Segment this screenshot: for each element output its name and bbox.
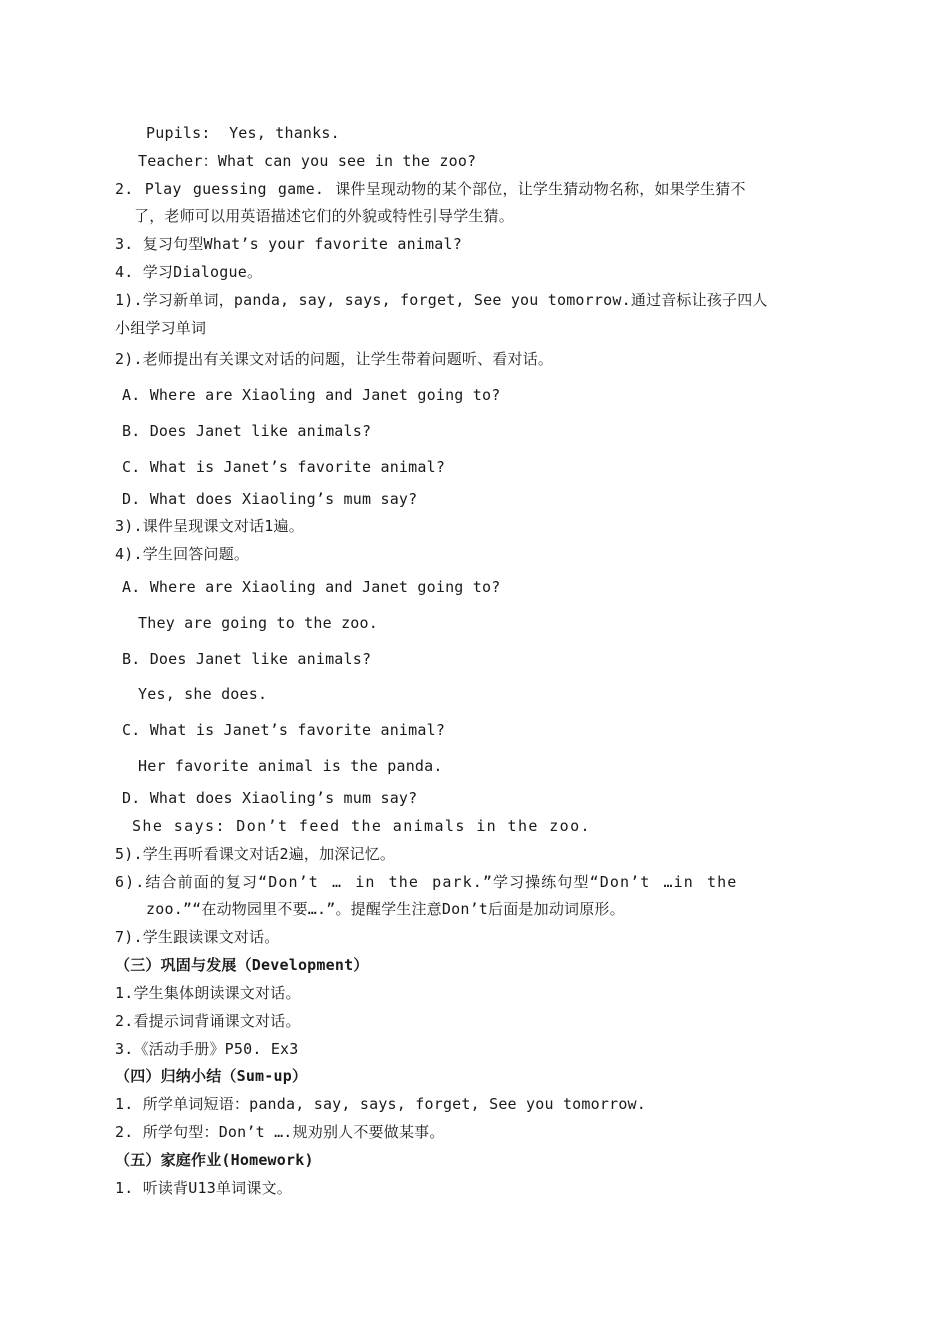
text-line: 2. 所学句型：Don’t ….规劝别人不要做某事。 bbox=[115, 1123, 445, 1141]
text-line: 7).学生跟读课文对话。 bbox=[115, 928, 280, 946]
text-line: Teacher：What can you see in the zoo? bbox=[138, 152, 477, 170]
text-line: 1. 听读背U13单词课文。 bbox=[115, 1179, 292, 1197]
text-line: C. What is Janet’s favorite animal? bbox=[122, 458, 446, 476]
text-line: Pupils: Yes, thanks. bbox=[146, 124, 340, 142]
section-heading: （四）归纳小结（Sum-up） bbox=[115, 1067, 308, 1085]
text-line: 2.看提示词背诵课文对话。 bbox=[115, 1012, 301, 1030]
text-line: 1. 所学单词短语：panda, say, says, forget, See you tomorrow. bbox=[115, 1095, 647, 1113]
section-heading: （三）巩固与发展（Development） bbox=[115, 956, 369, 974]
text-line: A. Where are Xiaoling and Janet going to? bbox=[122, 578, 501, 596]
text-line: 5).学生再听看课文对话2遍，加深记忆。 bbox=[115, 845, 396, 863]
text-line: 2).老师提出有关课文对话的问题，让学生带着问题听、看对话。 bbox=[115, 350, 554, 368]
section-heading: （五）家庭作业(Homework) bbox=[115, 1151, 314, 1169]
text-line: 1.学生集体朗读课文对话。 bbox=[115, 984, 301, 1002]
text-line: Her favorite animal is the panda. bbox=[138, 757, 443, 775]
text-line: She says: Don’t feed the animals in the zoo. bbox=[132, 817, 591, 835]
text-line: 3.《活动手册》P50. Ex3 bbox=[115, 1040, 299, 1058]
text-line: 小组学习单词 bbox=[115, 319, 207, 337]
text-line: zoo.”“在动物园里不要….”。提醒学生注意Don’t后面是加动词原形。 bbox=[146, 900, 625, 918]
text-line: 3. 复习句型What’s your favorite animal? bbox=[115, 235, 462, 253]
text-line: 4).学生回答问题。 bbox=[115, 545, 250, 563]
text-line: 1).学习新单词，panda, say, says, forget, See you tomorrow.通过音标让孩子四人 bbox=[115, 291, 768, 309]
text-line: They are going to the zoo. bbox=[138, 614, 378, 632]
text-line: D. What does Xiaoling’s mum say? bbox=[122, 789, 418, 807]
text-line: C. What is Janet’s favorite animal? bbox=[122, 721, 446, 739]
text-line: 了，老师可以用英语描述它们的外貌或特性引导学生猜。 bbox=[134, 207, 515, 225]
text-line: 3).课件呈现课文对话1遍。 bbox=[115, 517, 304, 535]
text-line: A. Where are Xiaoling and Janet going to? bbox=[122, 386, 501, 404]
text-line: B. Does Janet like animals? bbox=[122, 422, 372, 440]
text-line: 2. Play guessing game. 课件呈现动物的某个部位，让学生猜动物名称，如果学生猜不 bbox=[115, 180, 746, 198]
text-line: Yes, she does. bbox=[138, 685, 268, 703]
text-line: D. What does Xiaoling’s mum say? bbox=[122, 490, 418, 508]
text-line: 6).结合前面的复习“Don’t … in the park.”学习操练句型“Don’t …in the bbox=[115, 873, 738, 891]
text-line: 4. 学习Dialogue。 bbox=[115, 263, 263, 281]
text-line: B. Does Janet like animals? bbox=[122, 650, 372, 668]
